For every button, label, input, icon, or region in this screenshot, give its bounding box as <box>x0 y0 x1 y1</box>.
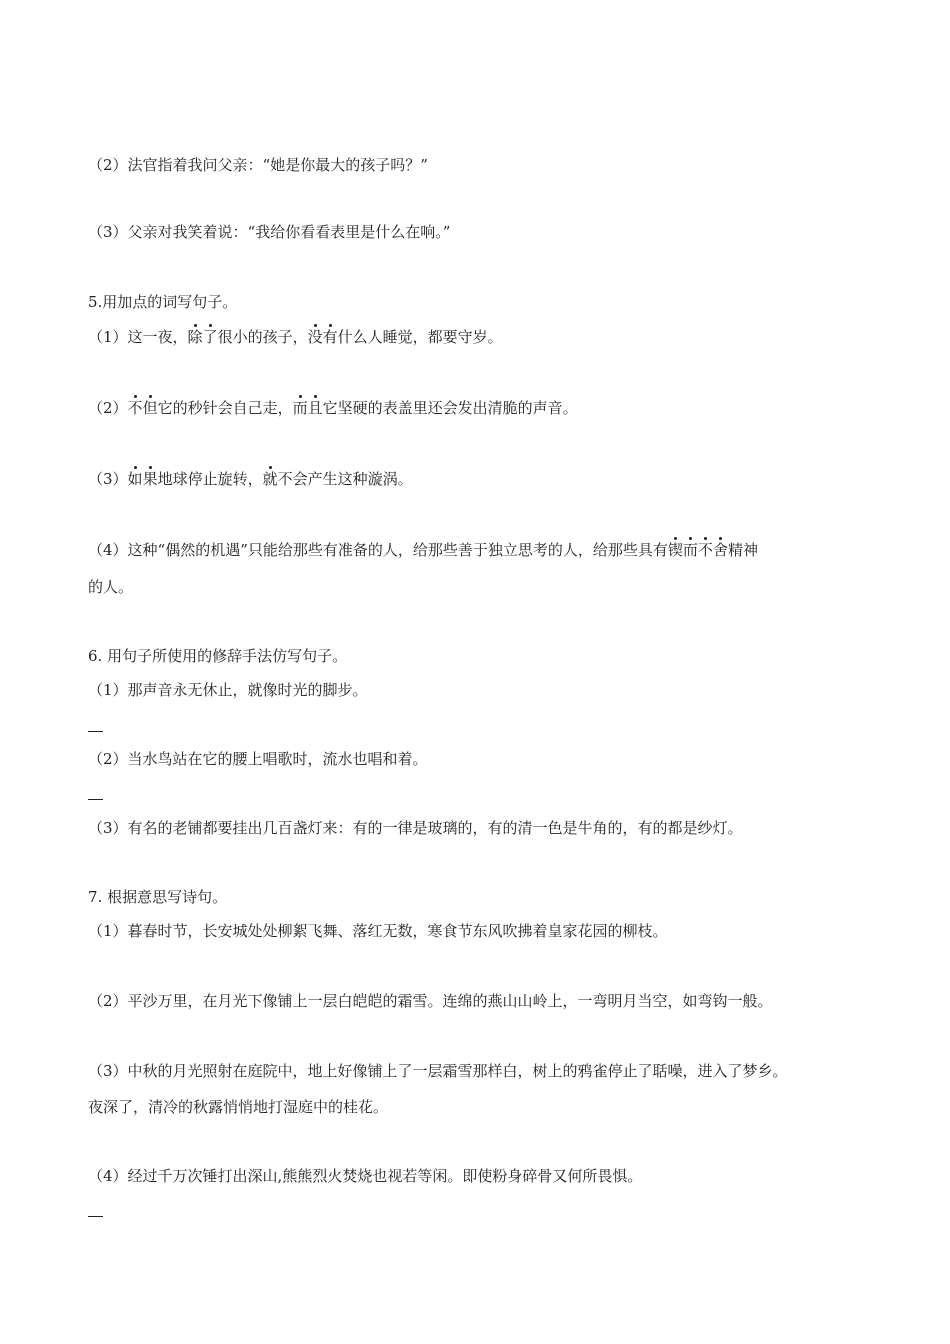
q5-item-2-dotted-1 <box>128 399 158 417</box>
emphasis-char: 舍 <box>712 541 728 559</box>
q5-item-3-text-c: 地球停止旋转， <box>157 470 263 488</box>
emphasis-char: 而 <box>682 541 698 559</box>
q6-title: 6. 用句子所使用的修辞手法仿写句子。 <box>88 647 348 665</box>
q5-item-3-text-a: （3） <box>88 470 128 488</box>
q5-item-2-text-c: 它的秒针会自己走， <box>157 399 293 417</box>
emphasis-char: 果 <box>142 470 158 488</box>
emphasis-char: 但 <box>142 399 158 417</box>
q6-item-1: （1）那声音永无休止，就像时光的脚步。 <box>88 681 368 699</box>
q5-item-4-dotted-1 <box>668 541 728 559</box>
q5-item-2 <box>88 398 578 418</box>
q7-item-3: （3）中秋的月光照射在庭院中，地上好像铺上了一层霜雪那样白，树上的鸦雀停止了聒噪，进入了梦乡。 <box>88 1062 788 1080</box>
emphasis-char: 不 <box>127 399 143 417</box>
q5-item-1-text-e: 什么人睡觉，都要守岁。 <box>337 328 503 346</box>
q4-item-2: （2）法官指着我问父亲：“她是你最大的孩子吗？” <box>88 156 428 174</box>
emphasis-char: 了 <box>202 328 218 346</box>
answer-blank-1 <box>88 731 103 732</box>
q5-item-4-text-c: 精神 <box>727 541 758 559</box>
q5-item-3-dotted-2 <box>263 470 278 488</box>
q5-item-1 <box>88 327 503 347</box>
q5-item-3-text-e: 不会产生这种漩涡。 <box>277 470 413 488</box>
emphasis-char: 如 <box>127 470 143 488</box>
q5-item-2-text-a: （2） <box>88 399 128 417</box>
q5-item-2-dotted-2 <box>293 399 323 417</box>
q5-item-4-continuation: 的人。 <box>88 578 134 596</box>
emphasis-char: 不 <box>697 541 713 559</box>
q7-item-2: （2）平沙万里，在月光下像铺上一层白皑皑的霜雪。连绵的燕山山岭上，一弯明月当空，如弯钩一般。 <box>88 992 773 1010</box>
q4-item-3: （3）父亲对我笑着说：“我给你看看表里是什么在响。” <box>88 223 451 241</box>
answer-blank-3 <box>88 1216 103 1217</box>
q5-item-1-text-a: （1）这一夜， <box>88 328 188 346</box>
q7-title: 7. 根据意思写诗句。 <box>88 888 228 906</box>
q5-title: 5.用加点的词写句子。 <box>88 293 238 311</box>
q5-item-2-text-e: 它坚硬的表盖里还会发出清脆的声音。 <box>322 399 578 417</box>
emphasis-char: 锲 <box>667 541 683 559</box>
q6-item-3: （3）有名的老铺都要挂出几百盏灯来：有的一律是玻璃的，有的清一色是牛角的，有的都是纱灯。 <box>88 819 743 837</box>
q5-item-4 <box>88 540 758 560</box>
q6-item-2: （2）当水鸟站在它的腰上唱歌时，流水也唱和着。 <box>88 750 428 768</box>
q7-item-3-continuation: 夜深了，清冷的秋露悄悄地打湿庭中的桂花。 <box>88 1098 389 1116</box>
q5-item-1-dotted-2 <box>308 328 338 346</box>
q5-item-4-text-a: （4）这种“偶然的机遇”只能给那些有准备的人，给那些善于独立思考的人，给那些具有 <box>88 541 668 559</box>
emphasis-char: 有 <box>322 328 338 346</box>
q5-item-3-dotted-1 <box>128 470 158 488</box>
emphasis-char: 就 <box>262 470 278 488</box>
emphasis-char: 没 <box>307 328 323 346</box>
q5-item-3 <box>88 469 413 489</box>
emphasis-char: 除 <box>187 328 203 346</box>
q5-item-1-dotted-1 <box>188 328 218 346</box>
answer-blank-2 <box>88 799 103 800</box>
q7-item-4: （4）经过千万次锤打出深山,熊熊烈火焚烧也视若等闲。即使粉身碎骨又何所畏惧。 <box>88 1167 643 1185</box>
q7-item-1: （1）暮春时节，长安城处处柳絮飞舞、落红无数，寒食节东风吹拂着皇家花园的柳枝。 <box>88 922 668 940</box>
emphasis-char: 且 <box>307 399 323 417</box>
emphasis-char: 而 <box>292 399 308 417</box>
q5-item-1-text-c: 很小的孩子， <box>217 328 308 346</box>
